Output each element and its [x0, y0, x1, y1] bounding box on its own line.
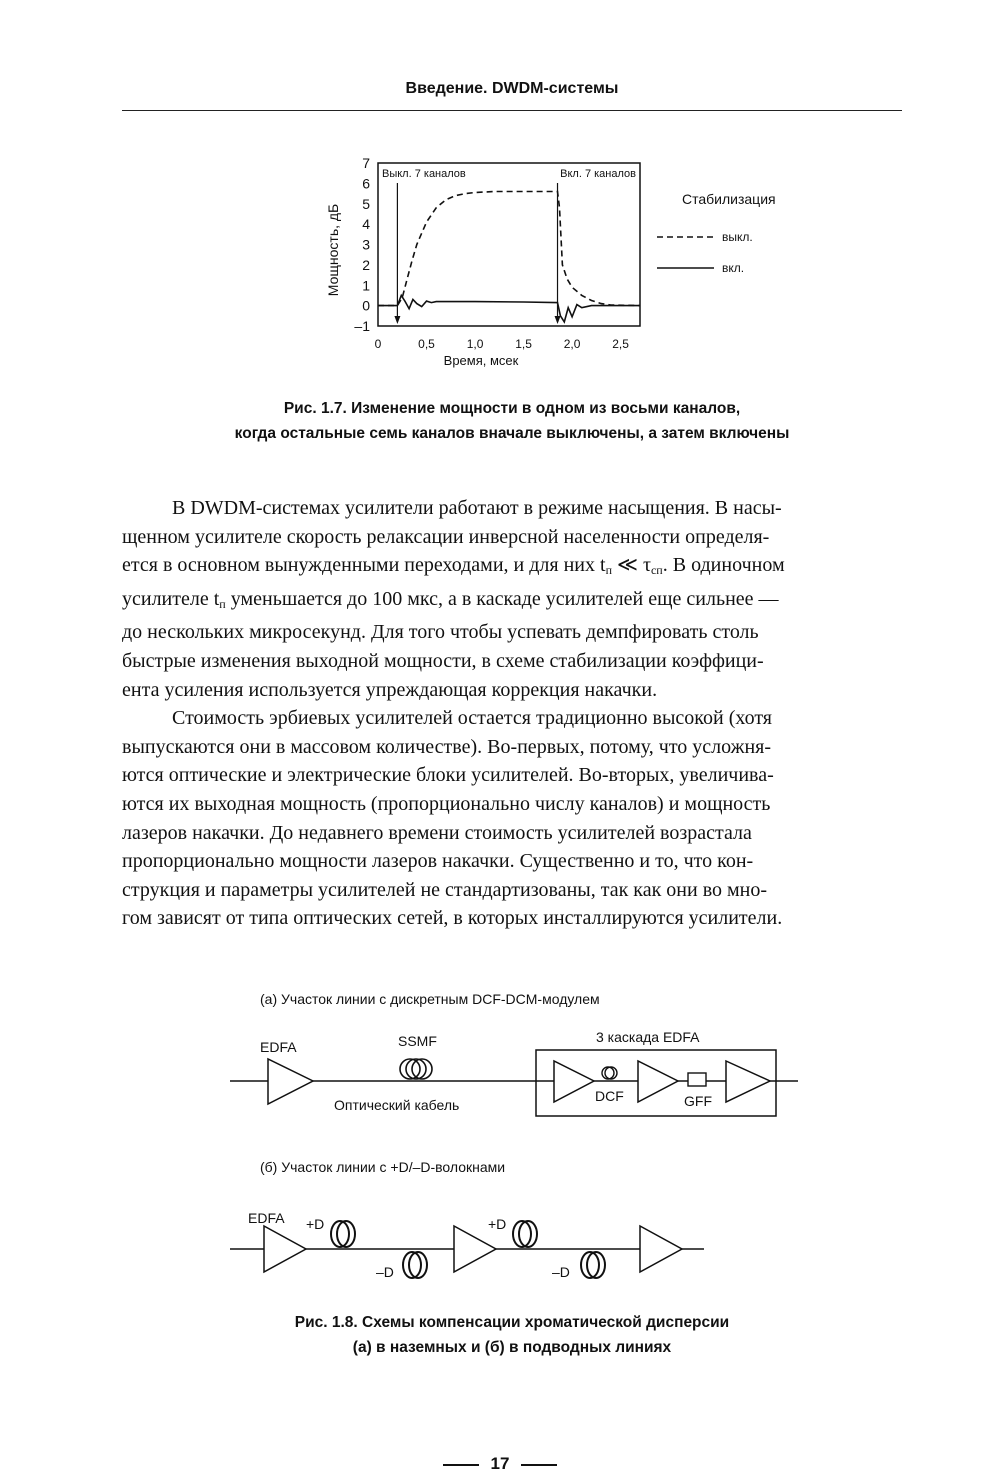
ssmf-coil-icon	[400, 1059, 432, 1079]
text-line: ется в основном вынужденными переходами, и для них $t_п$ ≪ $\tau_{сп}$. В одиночном	[122, 554, 785, 578]
gff-filter	[688, 1073, 706, 1086]
y-tick-label: –1	[354, 318, 370, 334]
edfa-stage-3	[726, 1061, 770, 1102]
edfa-amp-b1	[264, 1226, 306, 1272]
edfa-amp-b2	[454, 1226, 496, 1272]
y-tick-label: 7	[362, 155, 370, 171]
edfa-amplifier	[268, 1059, 313, 1104]
gff-label: GFF	[684, 1093, 712, 1109]
text-line: до нескольких микросекунд. Для того чтобы успевать демпфировать столь	[122, 621, 759, 644]
x-tick-label: 1,5	[515, 337, 532, 351]
series-off-line	[378, 192, 640, 306]
text-line: Стоимость эрбиевых усилителей остается традиционно высокой (хотя	[172, 707, 773, 730]
text-line: лазеров накачки. До недавнего времени стоимость усилителей возрастала	[122, 821, 752, 844]
caption-line: когда остальные семь каналов вначале выключены, а затем включены	[234, 425, 790, 442]
text-line: щенном усилителе скорость релаксации инверсной населенности определя-	[122, 525, 770, 548]
x-tick-label: 0,5	[418, 337, 435, 351]
y-tick-label: 2	[362, 256, 370, 273]
body-text	[122, 494, 902, 933]
annotation-arrow-head	[394, 316, 400, 324]
edfa-stage-2	[638, 1061, 678, 1102]
y-tick-label: 4	[362, 216, 370, 233]
part-a-title: (а) Участок линии с дискретным DCF-DCM-модулем	[260, 991, 600, 1007]
y-axis-label: Мощность, дБ	[325, 203, 341, 297]
page-number-text: 17	[490, 1454, 510, 1473]
x-tick-labels	[375, 337, 630, 351]
paragraph-2	[122, 704, 902, 933]
caption-line: Рис. 1.8. Схемы компенсации хроматической дисперсии	[294, 1314, 730, 1331]
plus-d-coil-icon	[513, 1221, 537, 1247]
annotation-label: Выкл. 7 каналов	[382, 168, 466, 180]
running-title: Введение. DWDM-системы	[405, 80, 619, 97]
edfa-label-b: EDFA	[248, 1210, 285, 1226]
text-line: ента усиления используется упреждающая коррекция накачки.	[122, 678, 658, 701]
page-dash	[443, 1464, 479, 1466]
text-line: ются оптические и электрические блоки усилителей. Во-вторых, увеличива-	[122, 764, 774, 787]
y-tick-label: 3	[362, 236, 370, 253]
figure-1-8-caption	[122, 1310, 902, 1360]
y-tick-label: 1	[362, 277, 370, 294]
page-dash	[521, 1464, 557, 1466]
plus-d-coil-icon	[331, 1221, 355, 1247]
minus-d-label: –D	[376, 1264, 394, 1280]
text-line: выпускаются они в массовом количестве). Во-первых, потому, что усложня-	[122, 735, 772, 758]
y-tick-label: 6	[362, 175, 370, 192]
x-axis-label: Время, мсек	[443, 353, 519, 368]
paragraph-1	[122, 494, 902, 704]
dcf-coil-icon	[602, 1067, 617, 1079]
header-rule	[122, 110, 902, 111]
caption-line: (а) в наземных и (б) в подводных линиях	[352, 1339, 672, 1356]
ssmf-label: SSMF	[398, 1033, 437, 1049]
y-tick-label: 0	[362, 297, 370, 314]
text-line: гом зависят от типа оптических сетей, в которых инсталлируются усилители.	[122, 907, 783, 930]
figure-1-7-chart	[310, 150, 810, 372]
annotation-label: Вкл. 7 каналов	[560, 168, 636, 180]
figure-1-7-caption	[122, 396, 902, 446]
minus-d-coil-icon	[403, 1252, 427, 1278]
text-line: ются их выходная мощность (пропорционально числу каналов) и мощность	[122, 792, 771, 815]
dcf-label: DCF	[595, 1088, 624, 1104]
plus-d-label: +D	[488, 1216, 507, 1232]
part-b-title: (б) Участок линии с +D/–D-волокнами	[260, 1159, 506, 1175]
y-tick-labels	[354, 155, 370, 334]
x-tick-label: 0	[374, 337, 382, 351]
edfa-label: EDFA	[260, 1039, 297, 1055]
x-tick-label: 2,0	[563, 337, 581, 351]
edfa-stage-1	[554, 1061, 594, 1102]
legend-label-on: вкл.	[722, 261, 745, 275]
plus-d-label: +D	[306, 1216, 325, 1232]
legend-title: Стабилизация	[682, 191, 776, 207]
y-axis-title	[325, 204, 341, 296]
figure-1-8-diagram	[226, 984, 806, 1294]
text-line: В DWDM-системах усилители работают в режиме насыщения. В насы-	[172, 497, 782, 519]
y-tick-label: 5	[362, 195, 370, 212]
minus-d-label: –D	[552, 1264, 570, 1280]
text-line: усилителе $t_п$ уменьшается до 100 мкс, а в каскаде усилителей еще сильнее —	[122, 587, 779, 611]
caption-line: Рис. 1.7. Изменение мощности в одном из восьми каналов,	[283, 400, 741, 417]
cascade-label: 3 каскада EDFA	[596, 1029, 700, 1045]
text-line: струкция и параметры усилителей не стандартизованы, так как они во мно-	[122, 878, 768, 901]
cable-label: Оптический кабель	[334, 1097, 460, 1113]
minus-d-coil-icon	[581, 1252, 605, 1278]
page-number	[0, 1454, 1000, 1474]
edfa-amp-b3	[640, 1226, 682, 1272]
x-tick-label: 1,0	[466, 337, 484, 351]
text-line: пропорционально мощности лазеров накачки. Существенно и то, что кон-	[122, 850, 754, 873]
x-tick-label: 2,5	[612, 337, 629, 351]
annotation-arrow-head	[555, 316, 561, 324]
text-line: быстрые изменения выходной мощности, в схеме стабилизации коэффици-	[122, 649, 764, 672]
series-on-line	[378, 295, 640, 322]
legend-label-off: выкл.	[722, 230, 753, 244]
